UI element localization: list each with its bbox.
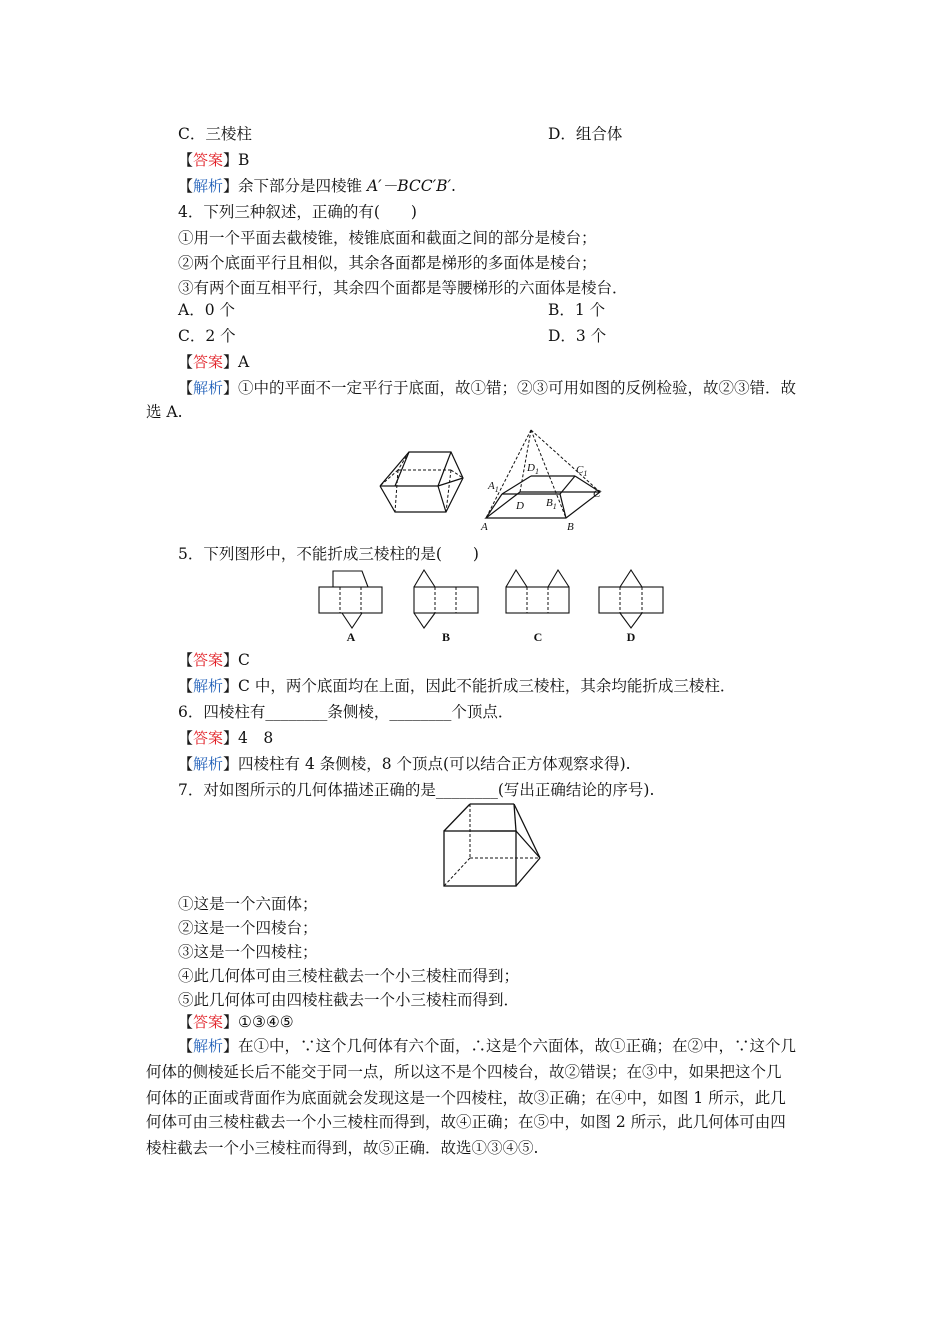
answer-tag: 答案 — [193, 729, 224, 747]
answer-tag: 答案 — [193, 651, 224, 669]
label-a: A — [481, 521, 488, 533]
q5-analysis: 【解析】C 中，两个底面均在上面，因此不能折成三棱柱，其余均能折成三棱柱． — [178, 677, 736, 695]
q4-analysis-line-2: 选 A. — [146, 403, 183, 421]
q4-item-2: ②两个底面平行且相似，其余各面都是梯形的多面体是棱台； — [178, 254, 597, 272]
q4-option-b: B．1 个 — [548, 301, 606, 319]
analysis-tag: 解析 — [193, 177, 224, 195]
q4-analysis-line-1: 【解析】①中的平面不一定平行于底面，故①错；②③可用如图的反例检验，故②③错．故 — [178, 379, 797, 397]
q4-stem: 4．下列三种叙述，正确的有( ) — [178, 203, 417, 221]
q7-analysis-line-4: 何体可由三棱柱截去一个小三棱柱而得到，故④正确；在⑤中，如图 2 所示，此几何体可由四 — [146, 1113, 786, 1131]
label-d1: $D_1$ — [527, 462, 539, 476]
label-d: D — [516, 500, 524, 512]
q4-item-1: ①用一个平面去截棱锥，棱锥底面和截面之间的部分是棱台； — [178, 229, 597, 247]
q6-answer: 【答案】4 8 — [178, 729, 274, 747]
q7-analysis-line-5: 棱柱截去一个小三棱柱而得到，故⑤正确．故选①③④⑤. — [146, 1139, 539, 1157]
q7-stem: 7．对如图所示的几何体描述正确的是________(写出正确结论的序号). — [178, 781, 655, 799]
q5-stem: 5．下列图形中，不能折成三棱柱的是( ) — [178, 545, 479, 563]
label-c: C — [593, 488, 601, 500]
q7-answer: 【答案】①③④⑤ — [178, 1013, 294, 1031]
q7-item-3: ③这是一个四棱柱； — [178, 943, 318, 961]
q4-option-a: A．0 个 — [178, 301, 235, 319]
analysis-tag: 解析 — [193, 755, 224, 773]
net-label-a: A — [346, 630, 356, 644]
q4-option-c: C．2 个 — [178, 327, 236, 345]
answer-tag: 答案 — [193, 1013, 224, 1031]
analysis-tag: 解析 — [193, 379, 224, 397]
q7-item-5: ⑤此几何体可由四棱柱截去一个小三棱柱而得到． — [178, 991, 520, 1009]
label-b1: $B_1$ — [546, 497, 557, 511]
q4-item-3: ③有两个面互相平行，其余四个面都是等腰梯形的六面体是棱台． — [178, 279, 628, 297]
net-label-c: C — [533, 630, 543, 644]
q4-option-d: D．3 个 — [548, 327, 607, 345]
label-a1: $A_1$ — [488, 480, 499, 494]
analysis-tag: 解析 — [193, 677, 224, 695]
label-c1: $C_1$ — [576, 464, 588, 478]
q3-option-c: C．三棱柱 — [178, 125, 252, 143]
q3-option-d: D．组合体 — [548, 125, 623, 143]
net-label-b: B — [441, 630, 451, 644]
q4-answer: 【答案】A — [178, 353, 250, 371]
label-b: B — [567, 521, 574, 533]
q7-analysis-line-2: 何体的侧棱延长后不能交于同一点，所以这不是个四棱台，故②错误；在③中，如果把这个几 — [146, 1063, 782, 1081]
q3-answer: 【答案】B — [178, 151, 250, 169]
q7-analysis-line-1: 【解析】在①中，∵这个几何体有六个面，∴这是个六面体，故①正确；在②中，∵这个几 — [178, 1037, 797, 1055]
net-label-d: D — [626, 630, 636, 644]
q7-item-2: ②这是一个四棱台； — [178, 919, 318, 937]
q7-item-1: ①这是一个六面体； — [178, 895, 318, 913]
q7-analysis-line-3: 何体的正面或背面作为底面就会发现这是一个四棱柱，故③正确；在④中，如图 1 所示，此几 — [146, 1089, 786, 1107]
q3-analysis: 【解析】余下部分是四棱锥 A′－BCC′B′. — [178, 177, 456, 195]
q6-analysis: 【解析】四棱柱有 4 条侧棱，8 个顶点(可以结合正方体观察求得). — [178, 755, 631, 773]
answer-tag: 答案 — [193, 353, 224, 371]
q7-item-4: ④此几何体可由三棱柱截去一个小三棱柱而得到； — [178, 967, 520, 985]
q6-stem: 6．四棱柱有________条侧棱，________个顶点． — [178, 703, 514, 721]
analysis-tag: 解析 — [193, 1037, 224, 1055]
q5-answer: 【答案】C — [178, 651, 250, 669]
answer-tag: 答案 — [193, 151, 224, 169]
